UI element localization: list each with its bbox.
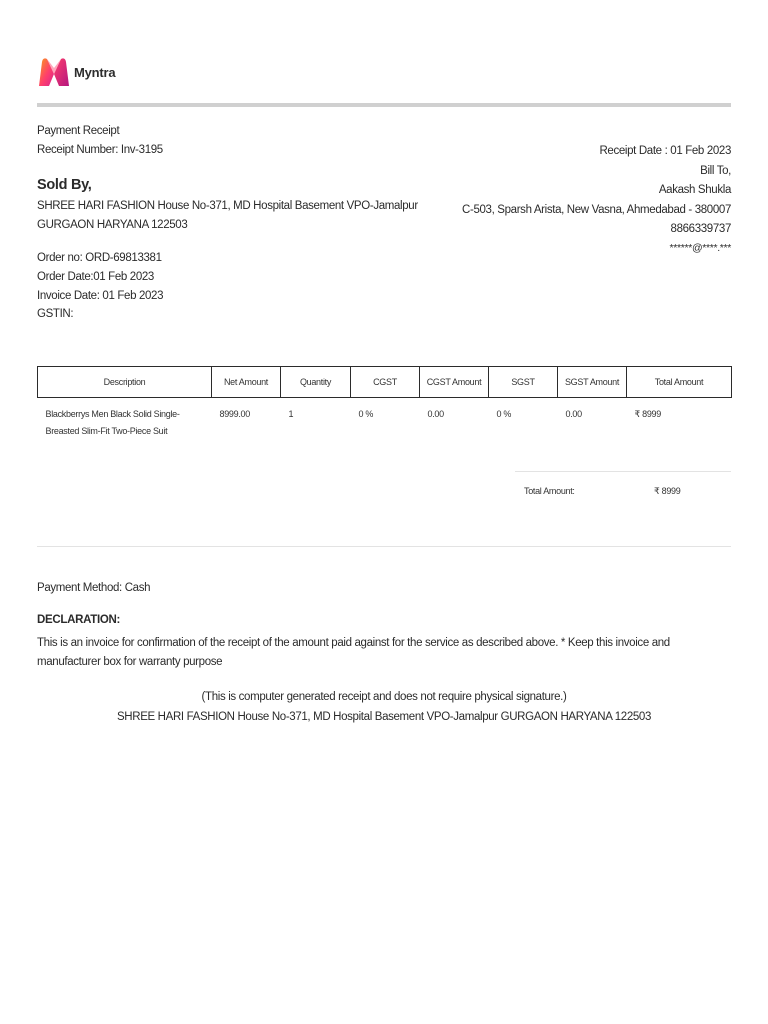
receipt-title: Payment Receipt: [37, 125, 120, 137]
cell-sgst-amount: 0.00: [565, 409, 582, 419]
cell-sgst: 0 %: [496, 409, 512, 419]
table-header-row: [38, 367, 732, 398]
cell-cgst: 0 %: [358, 409, 374, 419]
bill-to-address: C-503, Sparsh Arista, New Vasna, Ahmedabad - 380007: [462, 204, 731, 216]
header-total-amount: Total Amount: [627, 367, 732, 398]
items-table: [37, 366, 732, 440]
invoice-date: Invoice Date: 01 Feb 2023: [37, 290, 164, 302]
table-row: [38, 398, 732, 441]
cell-quantity: 1: [288, 409, 294, 419]
bill-to-phone: 8866339737: [670, 223, 731, 235]
cell-cgst-amount: 0.00: [427, 409, 444, 419]
total-amount-label: Total Amount:: [524, 486, 575, 496]
total-amount-value: ₹ 8999: [654, 486, 681, 496]
footer-note: (This is computer generated receipt and does not require physical signature.): [201, 691, 567, 703]
order-date: Order Date:01 Feb 2023: [37, 271, 154, 283]
seller-address-line2: GURGAON HARYANA 122503: [37, 219, 188, 231]
cell-net-amount: 8999.00: [219, 409, 250, 419]
totals-divider: [515, 471, 731, 472]
header-cgst: CGST: [351, 367, 420, 398]
header-quantity: Quantity: [281, 367, 351, 398]
cell-description: Blackberrys Men Black Solid Single-Breasted Slim-Fit Two-Piece Suit: [45, 409, 180, 436]
bill-to-name: Aakash Shukla: [658, 184, 731, 196]
section-divider: [37, 546, 731, 547]
declaration-title: DECLARATION:: [37, 614, 121, 626]
receipt-number: Receipt Number: Inv-3195: [37, 144, 163, 156]
sold-by-heading: Sold By,: [37, 177, 92, 193]
brand-logo[interactable]: [37, 56, 115, 88]
header-net-amount: Net Amount: [212, 367, 281, 398]
bill-to-label: Bill To,: [700, 165, 731, 177]
bill-to-email: ******@****.***: [669, 242, 731, 254]
cell-total-amount: ₹ 8999: [634, 409, 661, 419]
header-description: Description: [38, 367, 212, 398]
footer-address: SHREE HARI FASHION House No-371, MD Hospital Basement VPO-Jamalpur GURGAON HARYANA 122503: [116, 711, 652, 723]
header-cgst-amount: CGST Amount: [420, 367, 489, 398]
order-number: Order no: ORD-69813381: [37, 252, 162, 264]
header-divider: [37, 103, 731, 107]
payment-method: Payment Method: Cash: [37, 582, 151, 594]
header-sgst: SGST: [489, 367, 558, 398]
brand-name: Myntra: [74, 64, 116, 80]
gstin: GSTIN:: [37, 308, 74, 320]
declaration-text: This is an invoice for confirmation of the receipt of the amount paid against for the service as described above. * Keep this invoice and manufacturer box for warranty purpose: [37, 637, 670, 668]
seller-address-line1: SHREE HARI FASHION House No-371, MD Hospital Basement VPO-Jamalpur: [37, 200, 418, 212]
myntra-logo-icon: [37, 56, 71, 88]
receipt-date: Receipt Date : 01 Feb 2023: [599, 145, 731, 157]
header-sgst-amount: SGST Amount: [558, 367, 627, 398]
